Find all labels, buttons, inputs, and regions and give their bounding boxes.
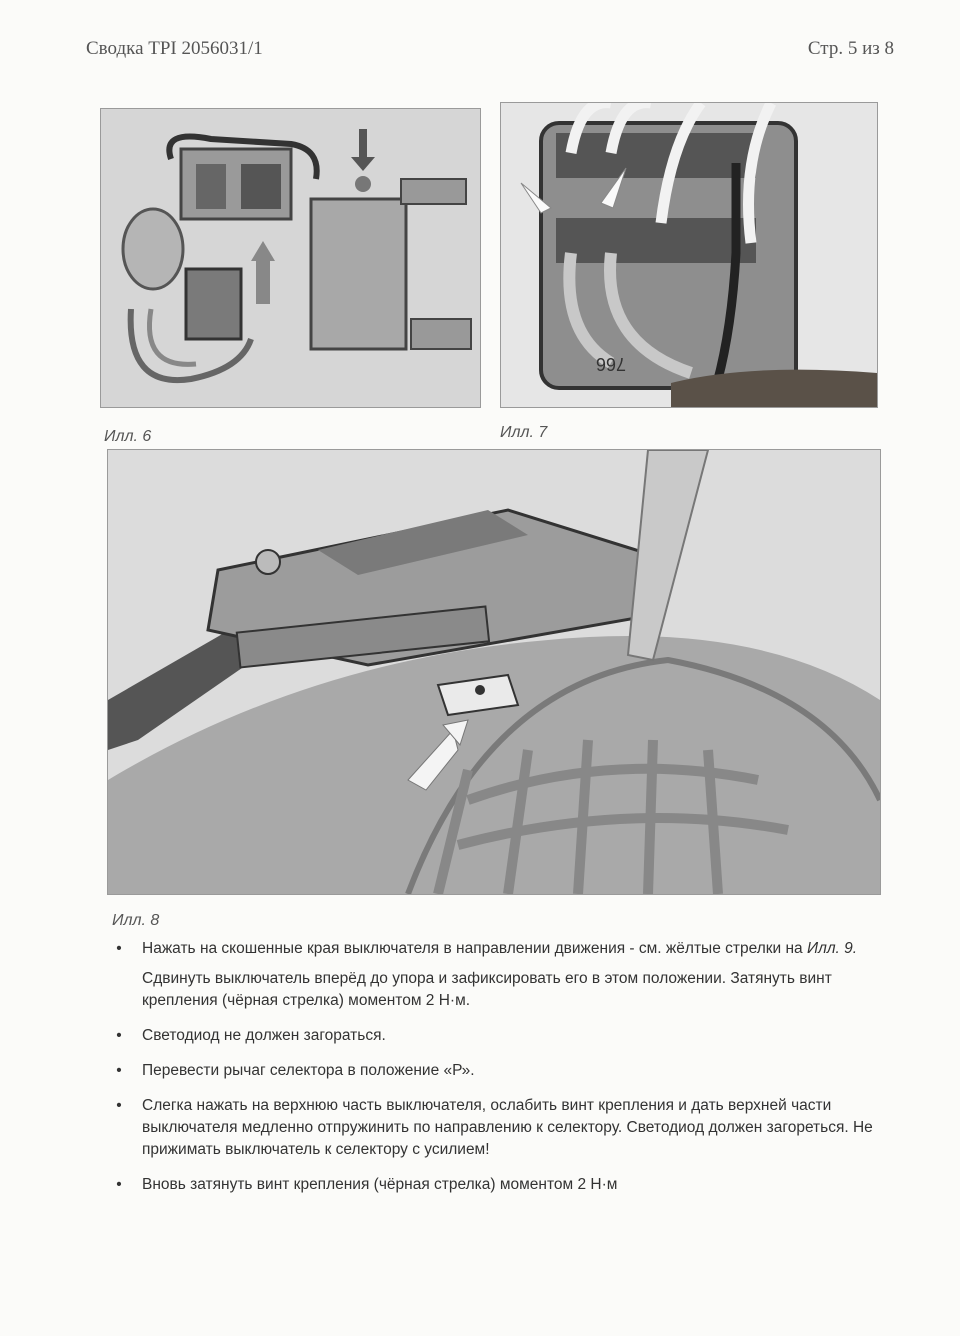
page-number: Стр. 5 из 8	[807, 38, 894, 59]
instruction-step-5	[112, 1174, 902, 1196]
figure-8-photo	[107, 449, 881, 895]
figure-7-caption: Илл. 7	[500, 424, 548, 441]
figure-7-photo	[500, 102, 878, 408]
instruction-step-3	[112, 1060, 902, 1082]
figure-8-caption: Илл. 8	[112, 912, 160, 929]
figure-6-photo	[100, 108, 481, 408]
step-3-text: Перевести рычаг селектора в положение «Р».	[142, 1062, 475, 1079]
bullet-icon: •	[116, 1097, 122, 1114]
bullet-icon: •	[116, 1176, 122, 1193]
instruction-step-4	[112, 1095, 902, 1161]
connector-marking: 766	[595, 354, 626, 374]
bullet-icon: •	[116, 1062, 122, 1079]
figure-9-reference: Илл. 9.	[806, 940, 858, 957]
bullet-icon: •	[116, 1027, 122, 1044]
figure-6-caption: Илл. 6	[104, 428, 152, 445]
bullet-icon: •	[116, 940, 122, 957]
step-1-text: Нажать на скошенные края выключателя в направлении движения - см. жёлтые стрелки на Илл. 9.	[142, 940, 858, 957]
instruction-step-2	[112, 1025, 902, 1047]
instruction-step-1	[112, 938, 902, 1012]
page-header-title: Сводка TPI 2056031/1	[86, 38, 263, 59]
step-4-text: Слегка нажать на верхнюю часть выключателя, ослабить винт крепления и дать верхней части выключателя медленно отпружинить по направлению к селектору. Светодиод должен загореться. Не прижимать выключатель к селектору с усилием!	[142, 1097, 873, 1158]
step-2-text: Светодиод не должен загораться.	[142, 1027, 386, 1044]
instruction-list	[112, 938, 902, 1209]
step-5-text: Вновь затянуть винт крепления (чёрная стрелка) моментом 2 Н·м	[142, 1176, 618, 1193]
step-1-continuation: Сдвинуть выключатель вперёд до упора и зафиксировать его в этом положении. Затянуть винт крепления (чёрная стрелка) моментом 2 Н·м.	[142, 970, 832, 1009]
